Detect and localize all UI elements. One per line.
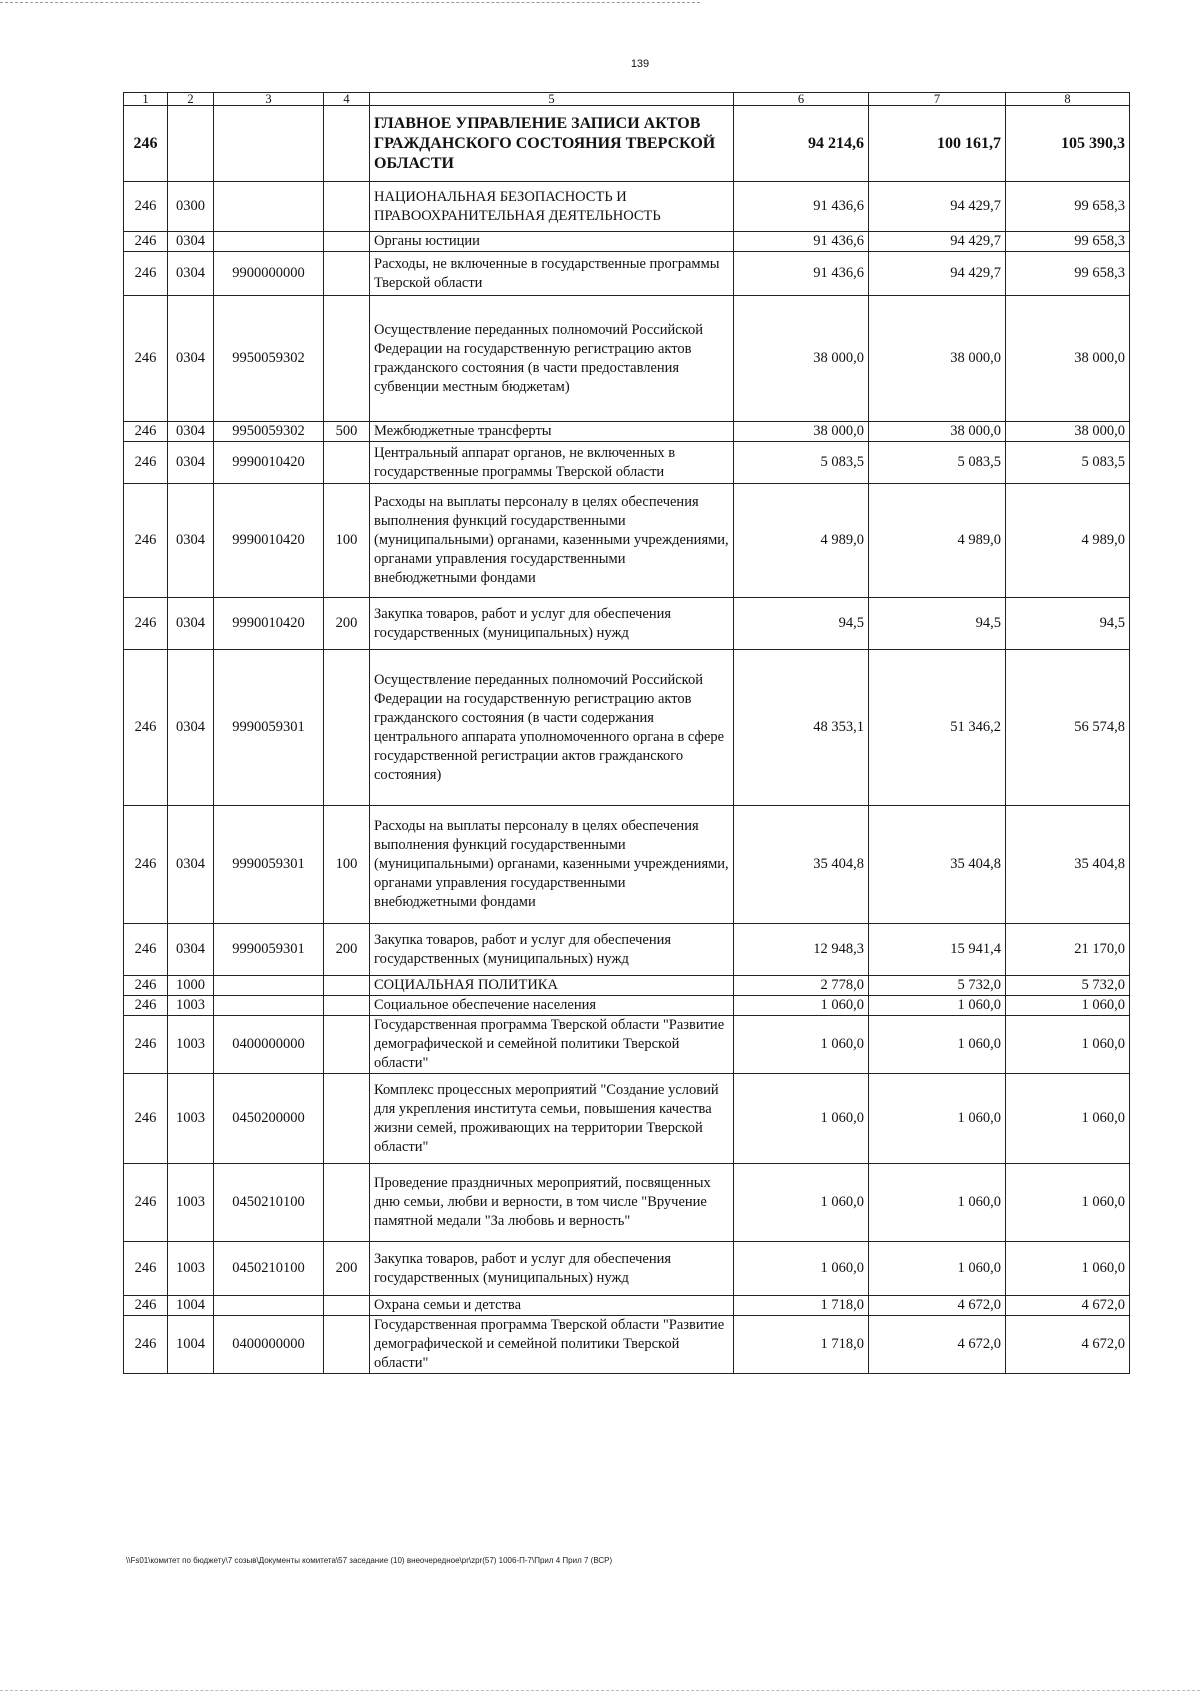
expense-type-cell [324, 1016, 370, 1074]
expense-type-cell [324, 996, 370, 1016]
razdel-cell: 1003 [168, 1074, 214, 1164]
table-row [124, 106, 1130, 182]
amount-year1-cell: 1 718,0 [734, 1296, 869, 1316]
item-name-cell: НАЦИОНАЛЬНАЯ БЕЗОПАСНОСТЬ И ПРАВООХРАНИТЕЛЬНАЯ ДЕЯТЕЛЬНОСТЬ [370, 182, 734, 232]
amount-year1-cell: 1 060,0 [734, 1074, 869, 1164]
column-number: 3 [214, 93, 324, 106]
target-article-cell: 0450210100 [214, 1164, 324, 1242]
column-number: 6 [734, 93, 869, 106]
target-article-cell: 9900000000 [214, 252, 324, 296]
amount-year2-cell: 94 429,7 [869, 252, 1006, 296]
target-article-cell: 9950059302 [214, 296, 324, 422]
amount-year1-cell: 38 000,0 [734, 422, 869, 442]
target-article-cell [214, 182, 324, 232]
expense-type-cell: 500 [324, 422, 370, 442]
target-article-cell: 0400000000 [214, 1316, 324, 1374]
razdel-cell: 1003 [168, 1164, 214, 1242]
razdel-cell: 0304 [168, 252, 214, 296]
target-article-cell [214, 106, 324, 182]
amount-year3-cell: 21 170,0 [1006, 924, 1130, 976]
expense-type-cell: 100 [324, 806, 370, 924]
column-number: 2 [168, 93, 214, 106]
amount-year2-cell: 94 429,7 [869, 232, 1006, 252]
amount-year3-cell: 1 060,0 [1006, 1016, 1130, 1074]
amount-year3-cell: 38 000,0 [1006, 422, 1130, 442]
expense-type-cell [324, 1296, 370, 1316]
target-article-cell: 9990010420 [214, 484, 324, 598]
table-row [124, 976, 1130, 996]
razdel-cell: 0304 [168, 924, 214, 976]
vedomstvo-cell: 246 [124, 182, 168, 232]
expense-type-cell [324, 232, 370, 252]
item-name-cell: Расходы, не включенные в государственные программы Тверской области [370, 252, 734, 296]
table-row [124, 1016, 1130, 1074]
footer-file-path: \\Fs01\комитет по бюджету\7 созыв\Документы комитета\57 заседание (10) внеочередное\pr\zpr(57) 1006-П-7\Прил 4 Прил 7 (ВСР) [126, 1556, 613, 1565]
razdel-cell: 0304 [168, 650, 214, 806]
item-name-cell: Расходы на выплаты персоналу в целях обеспечения выполнения функций государственными (муниципальными) органами, казенными учреждениями, органами управления государственными внебюджетными фондами [370, 484, 734, 598]
vedomstvo-cell: 246 [124, 598, 168, 650]
amount-year2-cell: 1 060,0 [869, 1016, 1006, 1074]
vedomstvo-cell: 246 [124, 806, 168, 924]
target-article-cell [214, 976, 324, 996]
razdel-cell: 0304 [168, 422, 214, 442]
table-row [124, 650, 1130, 806]
budget-table [123, 92, 1130, 1374]
vedomstvo-cell: 246 [124, 232, 168, 252]
vedomstvo-cell: 246 [124, 1296, 168, 1316]
amount-year2-cell: 15 941,4 [869, 924, 1006, 976]
target-article-cell [214, 232, 324, 252]
vedomstvo-cell: 246 [124, 1016, 168, 1074]
item-name-cell: Государственная программа Тверской области "Развитие демографической и семейной политики Тверской области" [370, 1316, 734, 1374]
amount-year2-cell: 4 989,0 [869, 484, 1006, 598]
amount-year1-cell: 38 000,0 [734, 296, 869, 422]
amount-year1-cell: 1 060,0 [734, 1242, 869, 1296]
item-name-cell: СОЦИАЛЬНАЯ ПОЛИТИКА [370, 976, 734, 996]
amount-year1-cell: 1 060,0 [734, 1016, 869, 1074]
vedomstvo-cell: 246 [124, 1164, 168, 1242]
table-row [124, 296, 1130, 422]
vedomstvo-cell: 246 [124, 296, 168, 422]
item-name-cell: Социальное обеспечение населения [370, 996, 734, 1016]
expense-type-cell [324, 442, 370, 484]
amount-year2-cell: 1 060,0 [869, 1242, 1006, 1296]
razdel-cell: 0304 [168, 296, 214, 422]
target-article-cell: 0450200000 [214, 1074, 324, 1164]
razdel-cell [168, 106, 214, 182]
item-name-cell: Осуществление переданных полномочий Российской Федерации на государственную регистрацию актов гражданского состояния (в части содержания центрального аппарата уполномоченного органа в сфере государственной регистрации актов гражданского состояния) [370, 650, 734, 806]
amount-year1-cell: 94 214,6 [734, 106, 869, 182]
razdel-cell: 0304 [168, 806, 214, 924]
expense-type-cell: 100 [324, 484, 370, 598]
item-name-cell: ГЛАВНОЕ УПРАВЛЕНИЕ ЗАПИСИ АКТОВ ГРАЖДАНСКОГО СОСТОЯНИЯ ТВЕРСКОЙ ОБЛАСТИ [370, 106, 734, 182]
vedomstvo-cell: 246 [124, 1316, 168, 1374]
amount-year1-cell: 12 948,3 [734, 924, 869, 976]
razdel-cell: 1004 [168, 1296, 214, 1316]
item-name-cell: Закупка товаров, работ и услуг для обеспечения государственных (муниципальных) нужд [370, 1242, 734, 1296]
table-row [124, 442, 1130, 484]
amount-year2-cell: 5 083,5 [869, 442, 1006, 484]
table-row [124, 996, 1130, 1016]
item-name-cell: Проведение праздничных мероприятий, посвященных дню семьи, любви и верности, в том числе "Вручение памятной медали "За любовь и верность" [370, 1164, 734, 1242]
razdel-cell: 0304 [168, 484, 214, 598]
amount-year3-cell: 35 404,8 [1006, 806, 1130, 924]
table-row [124, 232, 1130, 252]
vedomstvo-cell: 246 [124, 1074, 168, 1164]
column-number: 5 [370, 93, 734, 106]
expense-type-cell [324, 1164, 370, 1242]
expense-type-cell: 200 [324, 1242, 370, 1296]
razdel-cell: 0300 [168, 182, 214, 232]
target-article-cell: 0450210100 [214, 1242, 324, 1296]
vedomstvo-cell: 246 [124, 650, 168, 806]
item-name-cell: Комплекс процессных мероприятий "Создание условий для укрепления института семьи, повышения качества жизни семей, проживающих на территории Тверской области" [370, 1074, 734, 1164]
column-number: 8 [1006, 93, 1130, 106]
amount-year3-cell: 105 390,3 [1006, 106, 1130, 182]
table-row [124, 252, 1130, 296]
table-row [124, 1074, 1130, 1164]
amount-year1-cell: 91 436,6 [734, 232, 869, 252]
amount-year1-cell: 1 060,0 [734, 996, 869, 1016]
amount-year1-cell: 48 353,1 [734, 650, 869, 806]
expense-type-cell [324, 1316, 370, 1374]
vedomstvo-cell: 246 [124, 422, 168, 442]
table-row [124, 1242, 1130, 1296]
amount-year1-cell: 91 436,6 [734, 182, 869, 232]
table-row [124, 484, 1130, 598]
page-number: 139 [630, 58, 650, 70]
target-article-cell [214, 996, 324, 1016]
amount-year3-cell: 4 672,0 [1006, 1296, 1130, 1316]
amount-year3-cell: 1 060,0 [1006, 1242, 1130, 1296]
item-name-cell: Охрана семьи и детства [370, 1296, 734, 1316]
table-row [124, 806, 1130, 924]
amount-year3-cell: 5 732,0 [1006, 976, 1130, 996]
amount-year2-cell: 1 060,0 [869, 1164, 1006, 1242]
amount-year3-cell: 5 083,5 [1006, 442, 1130, 484]
amount-year1-cell: 1 718,0 [734, 1316, 869, 1374]
amount-year2-cell: 100 161,7 [869, 106, 1006, 182]
expense-type-cell [324, 296, 370, 422]
razdel-cell: 0304 [168, 232, 214, 252]
item-name-cell: Органы юстиции [370, 232, 734, 252]
table-row [124, 422, 1130, 442]
amount-year1-cell: 2 778,0 [734, 976, 869, 996]
amount-year1-cell: 91 436,6 [734, 252, 869, 296]
target-article-cell: 9990059301 [214, 806, 324, 924]
razdel-cell: 1003 [168, 996, 214, 1016]
target-article-cell: 9990059301 [214, 924, 324, 976]
target-article-cell: 9950059302 [214, 422, 324, 442]
amount-year3-cell: 94,5 [1006, 598, 1130, 650]
vedomstvo-cell: 246 [124, 976, 168, 996]
target-article-cell: 9990010420 [214, 442, 324, 484]
amount-year2-cell: 4 672,0 [869, 1296, 1006, 1316]
amount-year3-cell: 4 672,0 [1006, 1316, 1130, 1374]
vedomstvo-cell: 246 [124, 442, 168, 484]
amount-year1-cell: 4 989,0 [734, 484, 869, 598]
expense-type-cell: 200 [324, 598, 370, 650]
amount-year3-cell: 99 658,3 [1006, 252, 1130, 296]
razdel-cell: 1003 [168, 1016, 214, 1074]
expense-type-cell: 200 [324, 924, 370, 976]
amount-year3-cell: 99 658,3 [1006, 182, 1130, 232]
expense-type-cell [324, 106, 370, 182]
razdel-cell: 0304 [168, 442, 214, 484]
amount-year2-cell: 4 672,0 [869, 1316, 1006, 1374]
target-article-cell: 9990010420 [214, 598, 324, 650]
table-row [124, 924, 1130, 976]
expense-type-cell [324, 650, 370, 806]
item-name-cell: Осуществление переданных полномочий Российской Федерации на государственную регистрацию актов гражданского состояния (в части предоставления субвенции местным бюджетам) [370, 296, 734, 422]
item-name-cell: Расходы на выплаты персоналу в целях обеспечения выполнения функций государственными (муниципальными) органами, казенными учреждениями, органами управления государственными внебюджетными фондами [370, 806, 734, 924]
amount-year1-cell: 94,5 [734, 598, 869, 650]
razdel-cell: 1003 [168, 1242, 214, 1296]
item-name-cell: Центральный аппарат органов, не включенных в государственные программы Тверской области [370, 442, 734, 484]
amount-year2-cell: 38 000,0 [869, 296, 1006, 422]
amount-year2-cell: 51 346,2 [869, 650, 1006, 806]
amount-year1-cell: 1 060,0 [734, 1164, 869, 1242]
vedomstvo-cell: 246 [124, 106, 168, 182]
amount-year2-cell: 5 732,0 [869, 976, 1006, 996]
item-name-cell: Закупка товаров, работ и услуг для обеспечения государственных (муниципальных) нужд [370, 598, 734, 650]
amount-year1-cell: 5 083,5 [734, 442, 869, 484]
item-name-cell: Межбюджетные трансферты [370, 422, 734, 442]
vedomstvo-cell: 246 [124, 484, 168, 598]
target-article-cell: 0400000000 [214, 1016, 324, 1074]
razdel-cell: 0304 [168, 598, 214, 650]
vedomstvo-cell: 246 [124, 252, 168, 296]
amount-year3-cell: 99 658,3 [1006, 232, 1130, 252]
vedomstvo-cell: 246 [124, 996, 168, 1016]
vedomstvo-cell: 246 [124, 924, 168, 976]
amount-year3-cell: 1 060,0 [1006, 1164, 1130, 1242]
amount-year2-cell: 94,5 [869, 598, 1006, 650]
table-row [124, 182, 1130, 232]
item-name-cell: Закупка товаров, работ и услуг для обеспечения государственных (муниципальных) нужд [370, 924, 734, 976]
amount-year3-cell: 4 989,0 [1006, 484, 1130, 598]
expense-type-cell [324, 252, 370, 296]
expense-type-cell [324, 976, 370, 996]
table-body [124, 106, 1130, 1374]
table-row [124, 1164, 1130, 1242]
amount-year2-cell: 38 000,0 [869, 422, 1006, 442]
razdel-cell: 1000 [168, 976, 214, 996]
amount-year1-cell: 35 404,8 [734, 806, 869, 924]
vedomstvo-cell: 246 [124, 1242, 168, 1296]
amount-year2-cell: 94 429,7 [869, 182, 1006, 232]
column-number: 1 [124, 93, 168, 106]
amount-year3-cell: 1 060,0 [1006, 996, 1130, 1016]
amount-year3-cell: 1 060,0 [1006, 1074, 1130, 1164]
scan-edge-bottom [0, 1690, 1200, 1691]
amount-year3-cell: 56 574,8 [1006, 650, 1130, 806]
table-row [124, 1316, 1130, 1374]
table-row [124, 1296, 1130, 1316]
amount-year2-cell: 35 404,8 [869, 806, 1006, 924]
target-article-cell: 9990059301 [214, 650, 324, 806]
target-article-cell [214, 1296, 324, 1316]
column-number: 7 [869, 93, 1006, 106]
amount-year2-cell: 1 060,0 [869, 1074, 1006, 1164]
expense-type-cell [324, 182, 370, 232]
item-name-cell: Государственная программа Тверской области "Развитие демографической и семейной политики Тверской области" [370, 1016, 734, 1074]
expense-type-cell [324, 1074, 370, 1164]
scan-edge-top [0, 2, 700, 3]
razdel-cell: 1004 [168, 1316, 214, 1374]
table-row [124, 598, 1130, 650]
amount-year2-cell: 1 060,0 [869, 996, 1006, 1016]
column-number-row [124, 93, 1130, 106]
amount-year3-cell: 38 000,0 [1006, 296, 1130, 422]
column-number: 4 [324, 93, 370, 106]
